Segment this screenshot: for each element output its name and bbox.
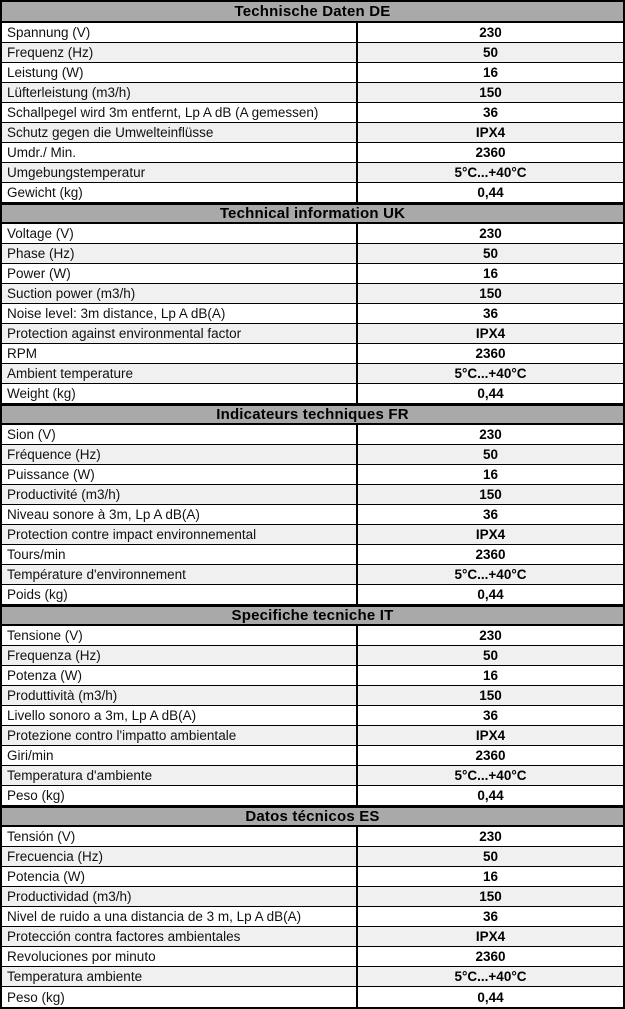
table-row [2,384,623,404]
table-row [2,103,623,123]
table-row [2,786,623,806]
row-value: 150 [479,889,502,904]
row-label: Fréquence (Hz) [2,445,358,464]
table-row [2,183,623,203]
row-label: Produttività (m3/h) [2,686,358,705]
row-label: Voltage (V) [2,224,358,243]
row-label: Giri/min [2,746,358,765]
table-row [2,626,623,646]
table-row [2,43,623,63]
row-label: Temperatura ambiente [2,967,358,986]
table-row [2,726,623,746]
row-label: Noise level: 3m distance, Lp A dB(A) [2,304,358,323]
table-row [2,224,623,244]
row-value: 50 [482,246,499,261]
table-row [2,123,623,143]
row-label: Revoluciones por minuto [2,947,358,966]
row-label: Power (W) [2,264,358,283]
table-row [2,887,623,907]
row-value: 50 [482,849,499,864]
row-value: 16 [482,467,499,482]
table-row [2,304,623,324]
row-label: Productivité (m3/h) [2,485,358,504]
table-row [2,364,623,384]
table-row [2,847,623,867]
row-value: 2360 [475,346,506,361]
row-label: Frequenz (Hz) [2,43,358,62]
row-label: Sion (V) [2,425,358,444]
row-value: 2360 [475,949,506,964]
row-label: Peso (kg) [2,987,358,1007]
row-value: IPX4 [475,929,506,944]
row-value: 16 [482,668,499,683]
table-row [2,163,623,183]
section-es [2,806,623,1007]
section-title: Specifiche tecniche IT [2,605,623,626]
table-row [2,646,623,666]
row-value: 150 [479,85,502,100]
row-value: 230 [479,628,502,643]
row-value: IPX4 [475,527,506,542]
row-label: Tours/min [2,545,358,564]
row-label: Gewicht (kg) [2,183,358,202]
row-label: Potenza (W) [2,666,358,685]
row-label: Poids (kg) [2,585,358,604]
row-label: Protección contra factores ambientales [2,927,358,946]
section-title: Indicateurs techniques FR [2,404,623,425]
row-value: 2360 [475,748,506,763]
row-value: 230 [479,427,502,442]
section-title: Datos técnicos ES [2,806,623,827]
row-value: 5°C...+40°C [454,768,527,783]
row-value: IPX4 [475,728,506,743]
row-label: Frequenza (Hz) [2,646,358,665]
row-value: 150 [479,286,502,301]
row-value: 5°C...+40°C [454,165,527,180]
table-row [2,143,623,163]
row-value: 50 [482,447,499,462]
row-label: Umgebungstemperatur [2,163,358,182]
table-row [2,244,623,264]
row-label: Nivel de ruido a una distancia de 3 m, Lp A dB(A) [2,907,358,926]
table-row [2,585,623,605]
row-value: 16 [482,869,499,884]
row-label: Suction power (m3/h) [2,284,358,303]
row-label: Productividad (m3/h) [2,887,358,906]
section-title: Technische Daten DE [2,2,623,23]
row-label: Schallpegel wird 3m entfernt, Lp A dB (A gemessen) [2,103,358,122]
table-row [2,83,623,103]
table-row [2,987,623,1007]
row-value: 36 [482,306,499,321]
row-value: 5°C...+40°C [454,969,527,984]
table-row [2,465,623,485]
table-row [2,867,623,887]
table-row [2,485,623,505]
row-label: Niveau sonore à 3m, Lp A dB(A) [2,505,358,524]
section-title: Technical information UK [2,203,623,224]
row-label: Weight (kg) [2,384,358,403]
row-label: Temperatura d'ambiente [2,766,358,785]
table-row [2,766,623,786]
row-value: 0,44 [477,587,504,602]
row-label: Potencia (W) [2,867,358,886]
row-value: 150 [479,688,502,703]
row-value: 5°C...+40°C [454,567,527,582]
row-label: Spannung (V) [2,23,358,42]
row-label: RPM [2,344,358,363]
table-row [2,565,623,585]
row-label: Protection contre impact environnemental [2,525,358,544]
table-row [2,706,623,726]
row-value: 150 [479,487,502,502]
row-value: 5°C...+40°C [454,366,527,381]
table-row [2,505,623,525]
row-label: Tensión (V) [2,827,358,846]
table-row [2,264,623,284]
row-value: 230 [479,25,502,40]
table-row [2,445,623,465]
row-label: Leistung (W) [2,63,358,82]
section-it [2,605,623,806]
table-row [2,284,623,304]
section-uk [2,203,623,404]
row-label: Ambient temperature [2,364,358,383]
table-row [2,827,623,847]
section-fr [2,404,623,605]
row-value: 0,44 [477,989,504,1005]
row-value: 36 [482,507,499,522]
table-row [2,425,623,445]
row-label: Lüfterleistung (m3/h) [2,83,358,102]
row-value: IPX4 [475,125,506,140]
row-value: 36 [482,708,499,723]
row-value: 16 [482,65,499,80]
table-row [2,545,623,565]
row-value: 230 [479,226,502,241]
table-row [2,324,623,344]
table-row [2,344,623,364]
row-label: Tensione (V) [2,626,358,645]
table-row [2,746,623,766]
table-row [2,947,623,967]
row-value: IPX4 [475,326,506,341]
row-label: Livello sonoro a 3m, Lp A dB(A) [2,706,358,725]
table-row [2,927,623,947]
row-value: 0,44 [477,386,504,401]
row-label: Température d'environnement [2,565,358,584]
row-label: Phase (Hz) [2,244,358,263]
row-value: 0,44 [477,185,504,200]
table-row [2,907,623,927]
section-de [2,2,623,203]
row-label: Puissance (W) [2,465,358,484]
row-value: 0,44 [477,788,504,803]
row-label: Protection against environmental factor [2,324,358,343]
table-row [2,967,623,987]
row-value: 36 [482,909,499,924]
row-label: Protezione contro l'impatto ambientale [2,726,358,745]
row-value: 2360 [475,547,506,562]
row-label: Frecuencia (Hz) [2,847,358,866]
row-value: 50 [482,45,499,60]
row-label: Schutz gegen die Umwelteinflüsse [2,123,358,142]
table-row [2,63,623,83]
row-label: Peso (kg) [2,786,358,805]
row-value: 36 [482,105,499,120]
row-value: 2360 [475,145,506,160]
row-value: 50 [482,648,499,663]
row-value: 230 [479,829,502,844]
table-row [2,666,623,686]
row-value: 16 [482,266,499,281]
row-label: Umdr./ Min. [2,143,358,162]
table-row [2,525,623,545]
table-row [2,686,623,706]
table-row [2,23,623,43]
